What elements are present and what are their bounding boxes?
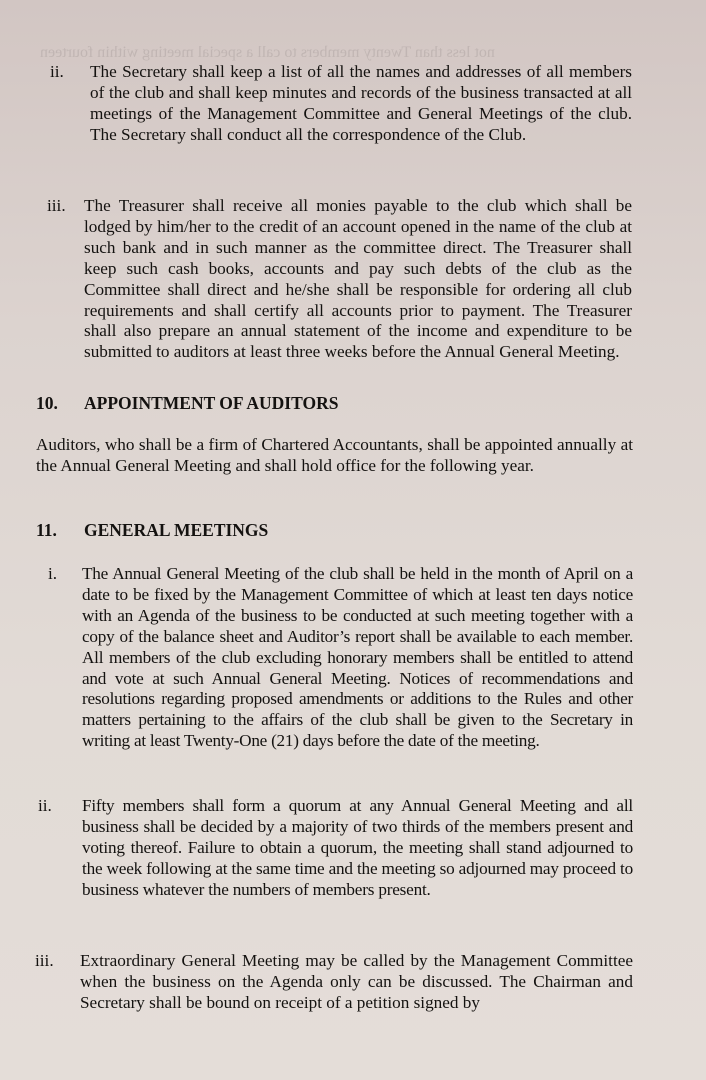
quorum-item	[38, 796, 633, 931]
item-text: Fifty members shall form a quorum at any Annual General Meeting and all business shall be decided by a majority of two thirds of the members present and voting thereof. Failure to obtain a quorum, the meeting shall stand adjourned to the week following at the same time and the meeting so adjourned may proceed to business whatever the numbers of members present.	[82, 796, 633, 899]
treasurer-duties-item	[47, 196, 632, 376]
item-text: The Secretary shall keep a list of all the names and addresses of all members of the club and shall keep minutes and records of the business transacted at all meetings of the Management Committee and General Meetings of the club. The Secretary shall conduct all the correspondence of the Club.	[90, 62, 632, 144]
item-text: Extraordinary General Meeting may be called by the Management Committee when the business on the Agenda only can be discussed. The Chairman and Secretary shall be bound on receipt of a petition signed by	[80, 951, 633, 1012]
section-number: 11.	[36, 520, 57, 540]
item-number: ii.	[38, 796, 52, 815]
item-number: ii.	[50, 62, 64, 81]
item-text: The Annual General Meeting of the club shall be held in the month of April on a date to be fixed by the Management Committee of which at least ten days notice with an Agenda of the business to be conducted at such meeting together with a copy of the balance sheet and Auditor’s report shall be available to each member. All members of the club excluding honorary members shall be entitled to attend and vote at such Annual General Meeting. Notices of recommendations and resolutions regarding proposed amendments or additions to the Rules and other matters pertaining to the affairs of the club shall be given to the Secretary in writing at least Twenty-One (21) days before the date of the meeting.	[82, 564, 633, 751]
item-number: i.	[48, 564, 58, 583]
item-text: The Treasurer shall receive all monies payable to the club which shall be lodged by him/her to the credit of an account opened in the name of the club at such bank and in such manner as the committee direct. The Treasurer shall keep such cash books, accounts and pay such debts of the club as the Committee shall direct and he/she shall be responsible for ordering all club requirements and shall certify all accounts prior to payment. The Treasurer shall also prepare an annual statement of the income and expenditure to be submitted to auditors at least three weeks before the Annual General Meeting.	[84, 196, 632, 362]
egm-item	[35, 951, 633, 1021]
section-title: APPOINTMENT OF AUDITORS	[84, 393, 339, 413]
item-number: iii.	[35, 951, 54, 970]
auditors-paragraph: Auditors, who shall be a firm of Chartered Accountants, shall be appointed annually at the Annual General Meeting and shall hold office for the following year.	[36, 435, 633, 475]
section-title: GENERAL MEETINGS	[84, 520, 269, 540]
item-number: iii.	[47, 196, 66, 215]
agm-item	[48, 564, 633, 779]
secretary-duties-item	[50, 62, 632, 172]
section-number: 10.	[36, 393, 58, 413]
show-through-text: not less than Twenty members to call a special meeting within fourteen	[40, 44, 495, 61]
